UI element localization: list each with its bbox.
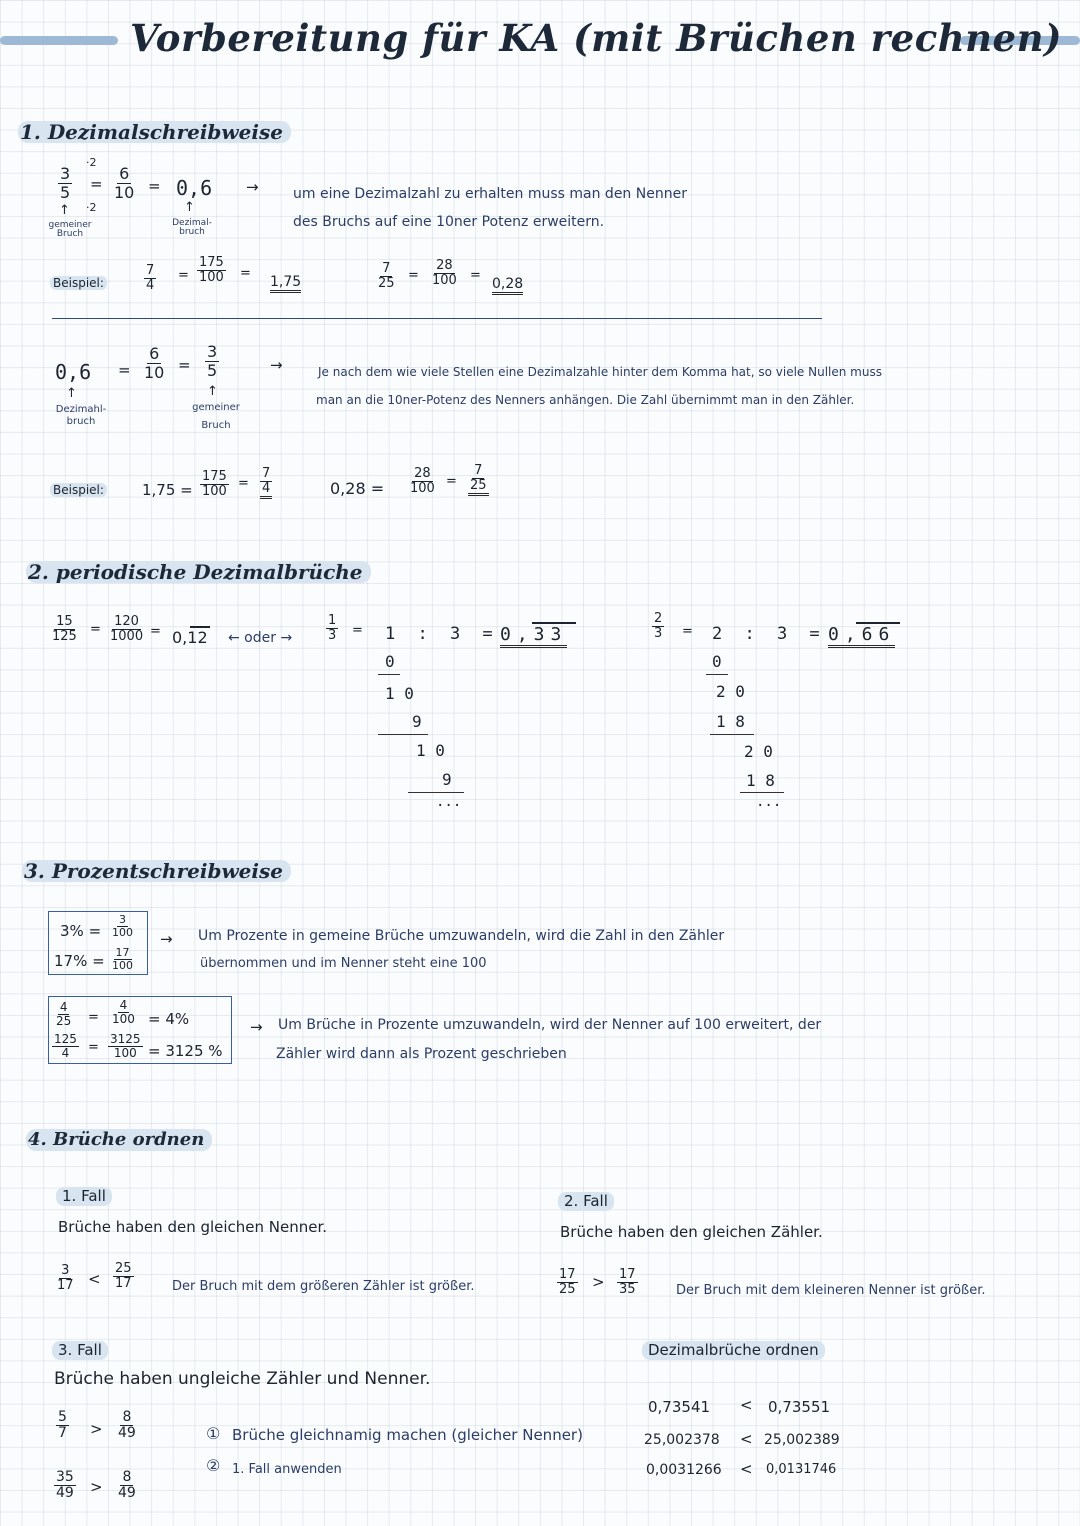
division-result: 0,66	[828, 624, 895, 648]
period-overline	[532, 622, 576, 624]
example-label: Beispiel:	[50, 483, 107, 497]
result-value: 0,28	[492, 276, 523, 295]
equals-sign: =	[90, 622, 101, 637]
continuation-dots: ...	[436, 794, 462, 810]
decimal-value: 1,75 =	[142, 481, 193, 499]
arrow-right-icon: →	[270, 356, 283, 374]
step-line	[408, 792, 464, 793]
fraction: $\frac{25}{17}$	[115, 1261, 132, 1291]
fraction: $\frac{120}{1000}$	[110, 614, 144, 644]
rule-text-line: Je nach dem wie viele Stellen eine Dezimalzahle hinter dem Komma hat, so viele Nullen muss	[318, 365, 882, 379]
step-line	[706, 674, 728, 675]
arrow-up-icon: ↑	[59, 203, 70, 218]
decimal-b: 0,0131746	[766, 1462, 837, 1477]
comparison-sign: <	[740, 1460, 753, 1478]
decimal-value: 0,28 =	[330, 479, 385, 498]
arrow-up-icon: ↑	[66, 386, 77, 401]
fraction: $\frac{8}{49}$	[118, 1409, 136, 1441]
division-step: 1 8	[746, 771, 775, 790]
comparison-sign: <	[88, 1270, 101, 1288]
equals-sign: =	[470, 268, 481, 283]
percent-value: 17% =	[54, 952, 105, 970]
step-text: 1. Fall anwenden	[232, 1462, 342, 1477]
rule-text-line: übernommen und im Nenner steht eine 100	[200, 956, 487, 971]
fraction: $\frac{7}{4}$	[260, 467, 272, 499]
oder-arrows: ← oder →	[228, 630, 293, 646]
fraction: $\frac{8}{49}$	[118, 1469, 136, 1501]
division-step: 2 0	[716, 682, 745, 701]
equals-sign: =	[148, 177, 161, 195]
division-step: 2 0	[744, 742, 773, 761]
division-result: 0,33	[500, 624, 567, 648]
division-step: 1 8	[716, 712, 745, 731]
fraction: $\frac{7}{25}$	[468, 464, 489, 496]
rule-text-line: des Bruchs auf eine 10ner Potenz erweitern.	[293, 214, 605, 230]
percent-result: = 4%	[148, 1010, 190, 1028]
comparison-sign: <	[740, 1430, 753, 1448]
section-4-heading: 4. Brüche ordnen	[26, 1129, 212, 1151]
decimal-a: 0,0031266	[646, 1462, 722, 1478]
decimal-value: 0,12	[172, 628, 208, 647]
case-description: Brüche haben ungleiche Zähler und Nenner.	[54, 1369, 431, 1389]
fraction: $\frac{17}{25}$	[559, 1267, 576, 1297]
equals-sign: =	[446, 474, 457, 489]
comparison-sign: <	[740, 1396, 753, 1414]
continuation-dots: ...	[756, 794, 782, 810]
case-note: Der Bruch mit dem kleineren Nenner ist größer.	[676, 1283, 986, 1298]
fraction: $\frac{3}{5}$	[60, 164, 71, 202]
fraction: $\frac{7}{4}$	[146, 263, 155, 293]
fraction: $\frac{1}{3}$	[328, 613, 337, 643]
arrow-right-icon: →	[160, 930, 173, 948]
arrow-up-icon: ↑	[207, 384, 218, 399]
rule-text-line: Um Prozente in gemeine Brüche umzuwandeln, wird die Zahl in den Zähler	[198, 928, 725, 944]
equals-sign: =	[178, 356, 191, 374]
fraction: $\frac{6}{10}$	[114, 164, 135, 202]
page-title: Vorbereitung für KA (mit Brüchen rechnen)	[130, 16, 1062, 60]
label-dezimalbruch: Dezimal-bruch	[172, 218, 212, 237]
fraction: $\frac{6}{10}$	[144, 344, 165, 382]
annotation: ·2	[86, 201, 97, 214]
case-label: 3. Fall	[52, 1341, 108, 1360]
division-step: 9	[412, 712, 422, 731]
equals-sign: =	[240, 266, 251, 281]
label-dezimalbruch: Dezimahl-bruch	[55, 404, 107, 427]
arrow-right-icon: →	[246, 178, 259, 196]
step-line	[710, 734, 754, 735]
case-description: Brüche haben den gleichen Zähler.	[560, 1223, 823, 1241]
label-gemeiner-bruch: gemeiner Bruch	[48, 220, 92, 239]
section-3-heading: 3. Prozentschreibweise	[22, 860, 291, 882]
title-bar-left	[0, 36, 118, 45]
rule-text-line: Um Brüche in Prozente umzuwandeln, wird der Nenner auf 100 erweitert, der	[278, 1017, 822, 1033]
decimal-b: 25,002389	[764, 1432, 840, 1448]
division-step: 9	[442, 770, 452, 789]
decimal-a: 25,002378	[644, 1432, 720, 1448]
equals-sign: =	[90, 175, 103, 193]
fraction: $\frac{15}{125}$	[52, 614, 77, 644]
case-note: Der Bruch mit dem größeren Zähler ist größer.	[172, 1279, 475, 1294]
fraction: $\frac{28}{100}$	[432, 258, 457, 288]
equals-sign: =	[238, 476, 249, 491]
fraction: $\frac{17}{100}$	[112, 946, 133, 972]
equals-sign: =	[682, 624, 693, 639]
percent-value: 3% =	[60, 922, 102, 940]
decimal-value: 0,6	[176, 176, 213, 200]
rule-text-line: man an die 10ner-Potenz des Nenners anhängen. Die Zahl übernimmt man in den Zähler.	[316, 393, 855, 407]
division-step: 0	[385, 652, 395, 671]
fraction: $\frac{3}{100}$	[112, 913, 133, 939]
fraction: $\frac{17}{35}$	[619, 1267, 636, 1297]
equals-sign: =	[408, 268, 419, 283]
result-value: 1,75	[270, 274, 301, 293]
step-line	[378, 674, 400, 675]
rule-text-line: um eine Dezimalzahl zu erhalten muss man den Nenner	[293, 186, 687, 202]
case-label: 1. Fall	[56, 1187, 112, 1206]
percent-result: = 3125 %	[148, 1042, 223, 1060]
step-number: ①	[206, 1424, 221, 1443]
decimal-order-label: Dezimalbrüche ordnen	[642, 1341, 825, 1360]
equals-sign: =	[88, 1010, 99, 1025]
equals-sign: =	[118, 361, 131, 379]
decimal-value: 0,6	[55, 360, 92, 384]
division-step: 1 0	[416, 741, 445, 760]
case-description: Brüche haben den gleichen Nenner.	[58, 1218, 328, 1236]
comparison-sign: >	[90, 1420, 103, 1438]
fraction: $\frac{3}{17}$	[57, 1263, 74, 1293]
fraction: $\frac{4}{100}$	[112, 998, 135, 1026]
fraction: $\frac{2}{3}$	[654, 611, 663, 641]
comparison-sign: >	[90, 1478, 103, 1496]
fraction: $\frac{175}{100}$	[202, 469, 227, 499]
equals-sign: =	[178, 268, 189, 283]
rule-text-line: Zähler wird dann als Prozent geschrieben	[276, 1046, 567, 1062]
equals-sign: =	[352, 623, 363, 638]
divider	[52, 318, 822, 319]
division-step: 1 0	[385, 684, 414, 703]
section-2-heading: 2. periodische Dezimalbrüche	[26, 561, 371, 583]
section-1-heading: 1. Dezimalschreibweise	[18, 121, 291, 143]
fraction: $\frac{5}{7}$	[58, 1409, 67, 1441]
arrow-right-icon: →	[250, 1018, 263, 1036]
fraction: $\frac{175}{100}$	[199, 255, 224, 285]
step-text: Brüche gleichnamig machen (gleicher Nenner)	[232, 1426, 583, 1444]
division-expression: 2 : 3 =	[712, 624, 820, 644]
fraction: $\frac{7}{25}$	[378, 261, 395, 291]
fraction: $\frac{4}{25}$	[56, 1000, 72, 1028]
annotation: ·2	[86, 156, 97, 169]
decimal-a: 0,73541	[648, 1398, 711, 1416]
division-step: 0	[712, 652, 722, 671]
step-line	[378, 734, 428, 735]
comparison-sign: >	[592, 1273, 605, 1291]
fraction: $\frac{3}{5}$	[207, 342, 218, 380]
fraction: $\frac{35}{49}$	[56, 1469, 74, 1501]
period-overline	[190, 626, 210, 628]
period-overline	[856, 622, 900, 624]
step-line	[740, 792, 784, 793]
label-gemeiner-bruch: gemeiner Bruch	[192, 402, 240, 431]
arrow-up-icon: ↑	[184, 200, 195, 215]
fraction: $\frac{125}{4}$	[54, 1032, 77, 1060]
equals-sign: =	[88, 1040, 99, 1055]
decimal-b: 0,73551	[768, 1398, 831, 1416]
equals-sign: =	[150, 624, 161, 639]
example-label: Beispiel:	[50, 276, 107, 290]
step-number: ②	[206, 1456, 221, 1475]
division-expression: 1 : 3 =	[385, 624, 493, 644]
fraction: $\frac{3125}{100}$	[110, 1032, 141, 1060]
fraction: $\frac{28}{100}$	[410, 466, 435, 496]
case-label: 2. Fall	[558, 1192, 614, 1211]
